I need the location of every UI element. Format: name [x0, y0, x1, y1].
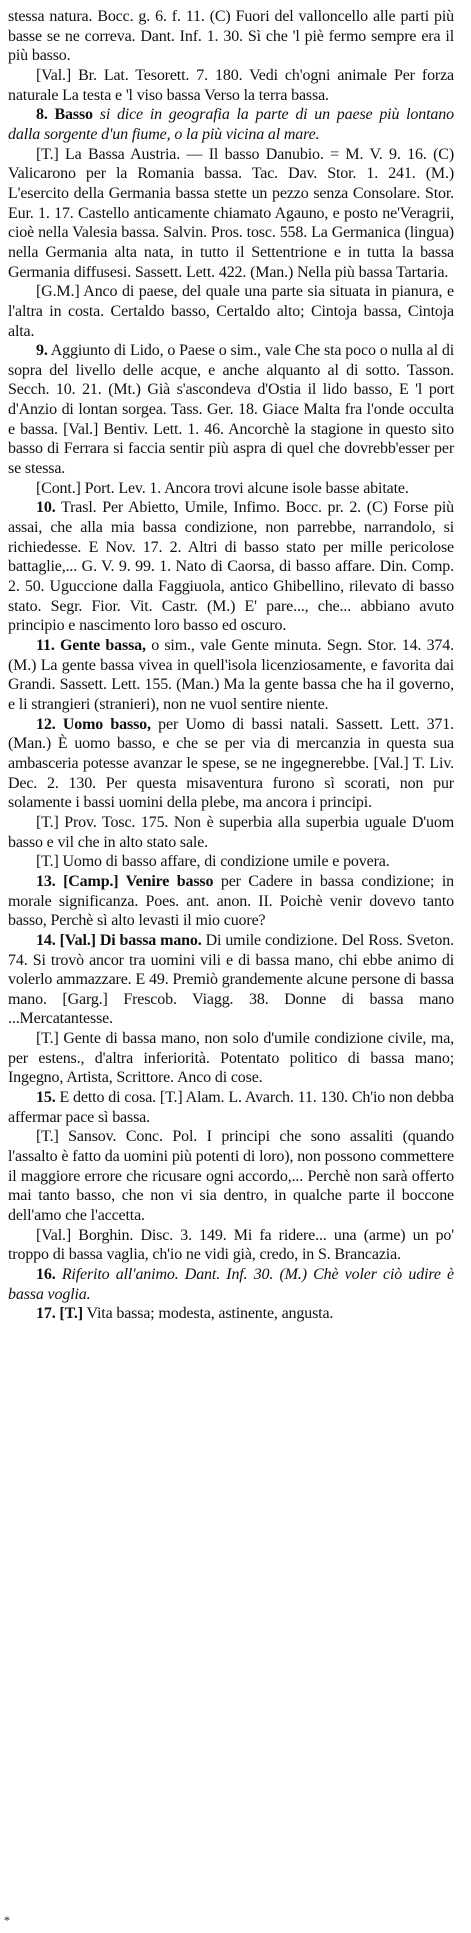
- sense-definition: o sim., vale Gente minuta. Segn. Stor. 14. 374. (M.) La gente bassa vivea in quell'isola licenziosamente, e favorita dai Grandi. Sassett. Lett. 155. (Man.) Ma la gente bassa che ha il governo, e li strangieri (stranieri), non ne vuol sentire niente.: [8, 637, 454, 713]
- sense-paragraph: [8, 931, 454, 1029]
- sense-paragraph: [8, 1265, 454, 1304]
- sense-paragraph: [8, 636, 454, 715]
- sense-definition: E detto di cosa. [T.] Alam. L. Avarch. 11. 130. Ch'io non debba affermar pace sì bassa.: [8, 1089, 454, 1126]
- citation-paragraph: [Val.] Br. Lat. Tesorett. 7. 180. Vedi ch'ogni animale Per forza naturale La testa e 'l viso bassa Verso la terra bassa.: [8, 66, 454, 104]
- sense-number: 12.: [36, 715, 56, 733]
- citation-paragraph: [T.] Uomo di basso affare, di condizione umile e povera.: [36, 853, 390, 871]
- sense-paragraph: [8, 1088, 454, 1127]
- sense-definition: Aggiunto di Lido, o Paese o sim., vale Che sta poco o nulla al di sopra del livello delle acque, e anche alquanto al di sotto. Tasson. Secch. 10. 21. (Mt.) Già s'ascondeva d'Ostia il lido basso, E 'l port d'Anzio di lontan sorgea. Tass. Ger. 18. Giace Malta fra l'onde occulta e bassa. [Val.] Bentiv. Lett. 1. 46. Ancorchè la stagione in questo sito basso di Ferrara si faccia sentir più aspra di quel che dovrebb'esser per se stessa.: [8, 342, 454, 478]
- sense-definition: per Cadere in bassa condizione; in morale significanza. Poes. ant. anon. II. Poichè venir dovevo tanto basso, Perchè sì alto levasti il mio cuore?: [8, 872, 454, 930]
- sense-number: 9.: [36, 342, 48, 360]
- dictionary-column: [8, 7, 454, 1324]
- sense-definition: Trasl. Per Abietto, Umile, Infimo. Bocc. pr. 2. (C) Forse più assai, che alla mia bassa condizione, non parrebbe, narrandolo, si richiedesse. E Nov. 17. 2. Altri di basso stato per mille pericolose battaglie,... G. V. 9. 99. 1. Nato di Caorsa, di basso affare. Din. Comp. 2. 50. Uguccione dalla Faggiuola, antico Ghibellino, rilevato di basso stato. Segr. Fior. Vit. Castr. (M.) E' pare..., che... abbiano avuto principio e nascimento loro basso ed oscuro.: [8, 499, 454, 635]
- sense-headword: [T.]: [59, 1305, 83, 1323]
- sense-definition: Vita bassa; modesta, astinente, angusta.: [86, 1305, 334, 1323]
- sense-number: 14.: [36, 931, 56, 949]
- sense-definition: per Uomo di bassi natali. Sassett. Lett. 371. (Man.) È uomo basso, e che se per via di mercanzia in questa sua ambasceria potesse avanzar le spese, se ne ingegnerebbe. [Val.] T. Liv. Dec. 2. 130. Per questa misaventura furono sì scorati, non pur solamente i bassi uomini della plebe, ma ancora i principi.: [8, 715, 454, 812]
- sense-number: 8.: [36, 106, 48, 124]
- sense-definition: Di umile condizione. Del Ross. Sveton. 74. Si trovò ancor tra uomini vili e di bassa mano, chi ebbe animo di volerlo ammazzare. E 49. Premiò grandemente alcune persone di bassa mano. [Garg.] Frescob. Viagg. 38. Donne di bassa mano ...Mercatantesse.: [8, 931, 454, 1028]
- sense-headword: Uomo basso,: [62, 715, 151, 733]
- citation-paragraph: [T.] La Bassa Austria. — Il basso Danubio. = M. V. 9. 16. (C) Valicarono per la Romania bassa. Tac. Dav. Stor. 1. 241. (M.) L'esercito della Germania bassa stette un pezzo senza Consolare. Stor. Eur. 1. 17. Castello anticamente chiamato Agauno, e posto ne'Veragrii, cioè nella Valesia bassa. Salvin. Pros. tosc. 558. La Germanica (lingua) nella Germania alta nata, in tutto il Settentrione e in tutta la bassa Germania diffusesi. Sassett. Lett. 422. (Man.) Nella più bassa Tartaria.: [8, 145, 454, 281]
- sense-number: 16.: [36, 1266, 56, 1283]
- sense-paragraph: [8, 1304, 454, 1324]
- sense-paragraph: [8, 872, 454, 931]
- sense-headword: [Val.] Di bassa mano.: [59, 931, 202, 949]
- citation-paragraph: [Cont.] Port. Lev. 1. Ancora trovi alcune isole basse abitate.: [36, 479, 409, 497]
- sense-number: 10.: [36, 499, 56, 517]
- sense-paragraph: [8, 715, 454, 813]
- sense-definition: Riferito all'animo. Dant. Inf. 30. (M.) Chè voler ciò udire è bassa voglia.: [8, 1266, 454, 1303]
- citation-paragraph: [G.M.] Anco di paese, del quale una parte sia situata in pianura, e l'altra in costa. Certaldo basso, Certaldo alto; Cintoja bassa, Cintoja alta.: [8, 283, 454, 340]
- sense-headword: [Camp.] Venire basso: [63, 872, 214, 890]
- sense-paragraph: [8, 105, 454, 144]
- citation-paragraph: [Val.] Borghin. Disc. 3. 149. Mi fa ridere... una (arme) un po' troppo di bassa vaglia, ch'io ne vidi già, credo, in S. Brancazia.: [8, 1226, 454, 1264]
- sense-paragraph: [8, 341, 454, 479]
- entry-continuation: stessa natura. Bocc. g. 6. f. 11. (C) Fuori del valloncello alle parti più basse se ne correva. Dant. Inf. 1. 30. Sì che 'l piè fermo sempre era il più basso.: [8, 8, 454, 65]
- sense-paragraph: [8, 498, 454, 636]
- sense-headword: Gente bassa,: [59, 637, 146, 654]
- sense-headword: Basso: [54, 106, 93, 124]
- citation-paragraph: [T.] Prov. Tosc. 175. Non è superbia alla superbia uguale D'uom basso e vil che in alto stato sale.: [8, 813, 454, 851]
- sense-definition: si dice in geografia la parte di un paese più lontano dalla sorgente d'un fiume, o la più vicina al mare.: [8, 106, 454, 143]
- sense-number: 15.: [36, 1089, 56, 1107]
- citation-paragraph: [T.] Sansov. Conc. Pol. I principi che sono assaliti (quando l'assalto è fatto da uomini più potenti di loro), non possono commettere il maggiore errore che ricusare ogni accordo,... Perchè non sarà offerto mai tanto basso, che non vi sia dentro, in qualche parte il boccone dell'amo che l'accetta.: [8, 1128, 454, 1225]
- sense-number: 11.: [36, 637, 55, 654]
- citation-paragraph: [T.] Gente di bassa mano, non solo d'umile condizione civile, ma, per estens., d'altra inferiorità. Potentato politico di bassa mano; Ingegno, Artista, Scrittore. Anco di cose.: [8, 1030, 454, 1087]
- footer-mark: *: [4, 1913, 10, 1927]
- sense-number: 17.: [36, 1305, 56, 1323]
- sense-number: 13.: [36, 872, 56, 890]
